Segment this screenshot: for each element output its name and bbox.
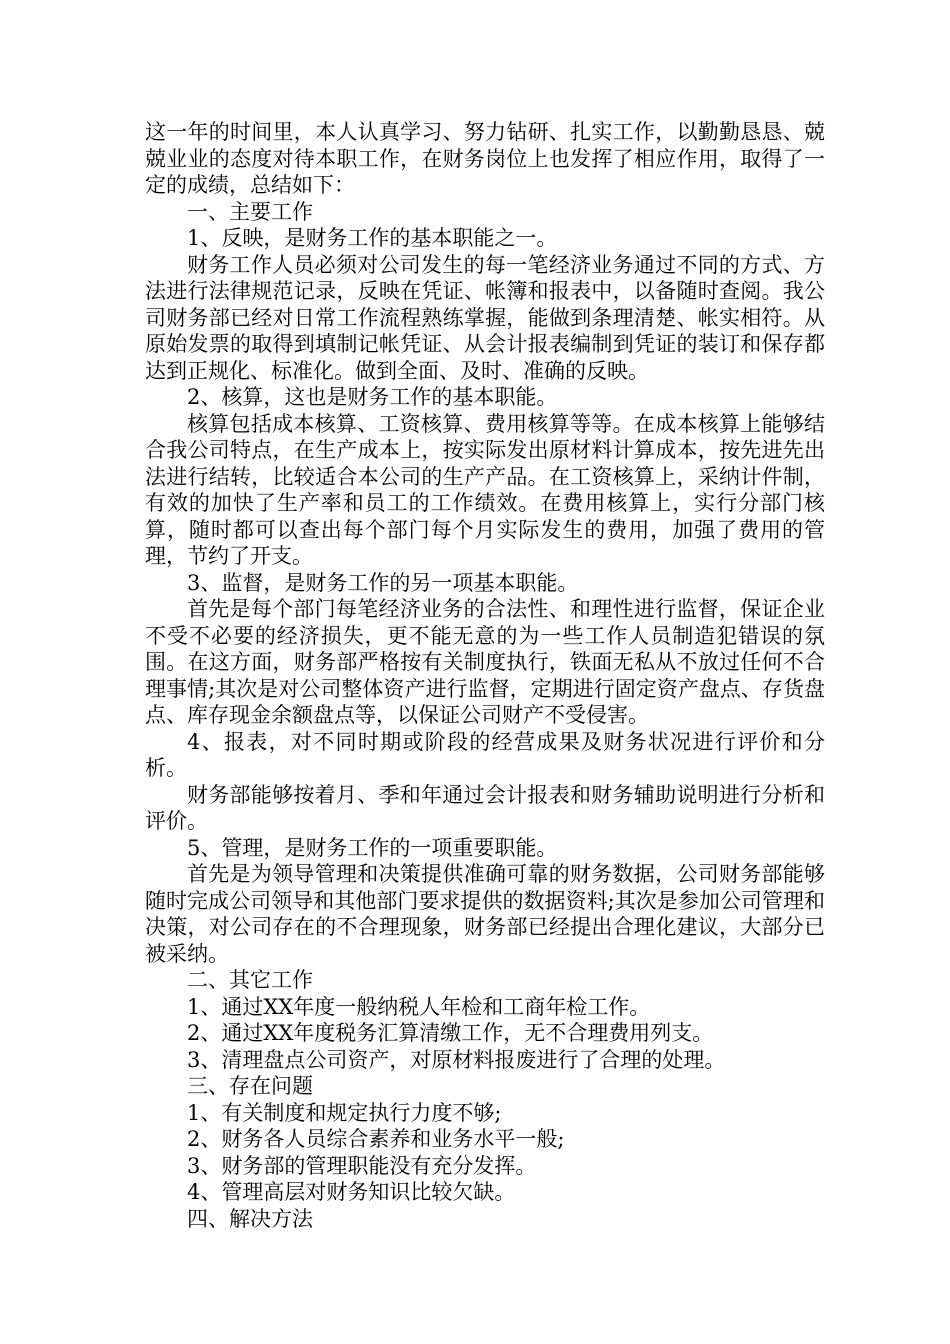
list-item-problem-3: 3、财务部的管理职能没有充分发挥。: [187, 1153, 537, 1178]
item-heading-management: 5、管理，是财务工作的一项重要职能。: [187, 835, 558, 860]
section-heading-problems: 三、存在问题: [187, 1074, 313, 1098]
section-heading-solutions: 四、解决方法: [187, 1206, 313, 1231]
body-paragraph-supervision: 首先是每个部门每笔经济业务的合法性、和理性进行监督，保证企业不受不必要的经济损失，更不能无意的为一些工作人员制造犯错误的氛围。在这方面，财务部严格按有关制度执行，铁面无私从不放过任何不合理事情;其次是对公司整体资产进行监督，定期进行固定资产盘点、存货盘点、库存现金余额盘点等，以保证公司财产不受侵害。: [145, 597, 825, 727]
body-paragraph-management: 首先是为领导管理和决策提供准确可靠的财务数据，公司财务部能够随时完成公司领导和其他部门要求提供的数据资料;其次是参加公司管理和决策，对公司存在的不合理现象，财务部已经提出合理化建议，大部分已被采纳。: [145, 862, 825, 966]
item-heading-accounting: 2、核算，这也是财务工作的基本职能。: [187, 385, 558, 409]
list-item-other-2: 2、通过XX年度税务汇算清缴工作，无不合理费用列支。: [187, 1021, 714, 1045]
list-item-other-3: 3、清理盘点公司资产，对原材料报废进行了合理的处理。: [187, 1047, 726, 1072]
item-heading-reports: 4、报表，对不同时期或阶段的经营成果及财务状况进行评价和分析。: [145, 729, 825, 780]
list-item-problem-2: 2、财务各人员综合素养和业务水平一般;: [187, 1127, 565, 1151]
body-paragraph-reports: 财务部能够按着月、季和年通过会计报表和财务辅助说明进行分析和评价。: [145, 782, 825, 833]
body-paragraph-accounting: 核算包括成本核算、工资核算、费用核算等等。在成本核算上能够结合我公司特点，在生产成本上，按实际发出原材料计算成本，按先进先出法进行结转，比较适合本公司的生产产品。在工资核算上，采纳计件制，有效的加快了生产率和员工的工作绩效。在费用核算上，实行分部门核算，随时都可以查出每个部门每个月实际发生的费用，加强了费用的管理，节约了开支。: [145, 411, 825, 568]
list-item-problem-1: 1、有关制度和规定执行力度不够;: [187, 1100, 502, 1125]
item-heading-supervision: 3、监督，是财务工作的另一项基本职能。: [187, 570, 579, 595]
list-item-other-1: 1、通过XX年度一般纳税人年检和工商年检工作。: [187, 994, 651, 1019]
document-body: [145, 119, 825, 1232]
section-heading-other-work: 二、其它工作: [187, 968, 313, 992]
section-heading-main-work: 一、主要工作: [187, 199, 313, 224]
intro-paragraph: 这一年的时间里，本人认真学习、努力钻研、扎实工作，以勤勤恳恳、兢兢业业的态度对待本职工作，在财务岗位上也发挥了相应作用，取得了一定的成绩，总结如下：: [145, 120, 825, 197]
item-heading-reflect: 1、反映，是财务工作的基本职能之一。: [187, 226, 558, 250]
list-item-problem-4: 4、管理高层对财务知识比较欠缺。: [187, 1180, 516, 1204]
body-paragraph-reflect: 财务工作人员必须对公司发生的每一笔经济业务通过不同的方式、方法进行法律规范记录，反映在凭证、帐簿和报表中，以备随时查阅。我公司财务部已经对日常工作流程熟练掌握，能做到条理清楚、帐实相符。从原始发票的取得到填制记帐凭证、从会计报表编制到凭证的装订和保存都达到正规化、标准化。做到全面、及时、准确的反映。: [145, 252, 825, 383]
